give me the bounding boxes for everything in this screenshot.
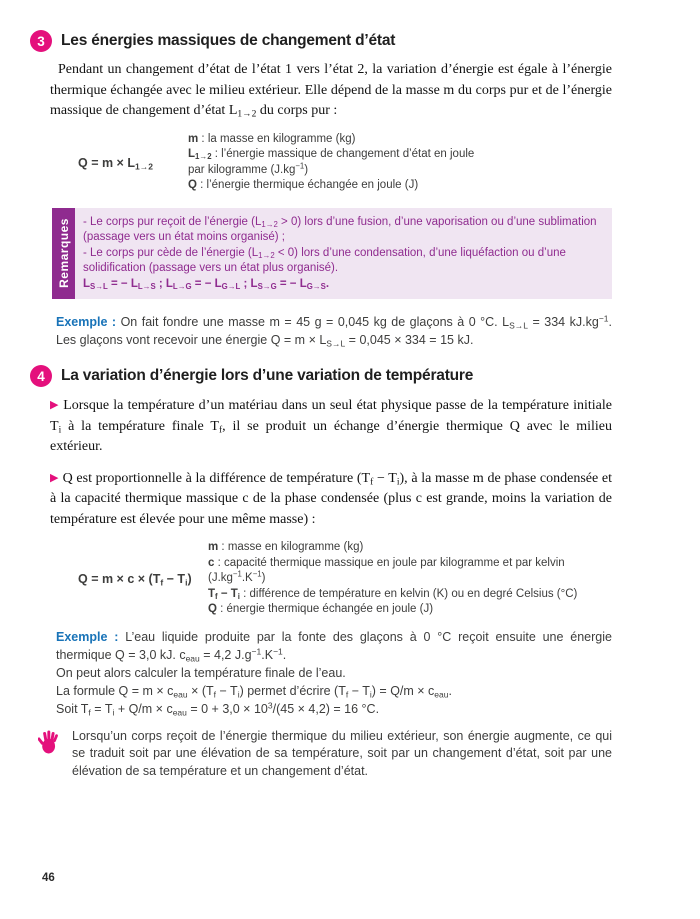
section-3-title: Les énergies massiques de changement d’état	[61, 32, 396, 49]
remarque-line: $L_{S\to L}$ = − $L_{L\to S}$ ; $L_{L\to G}$ = − $L_{G\to L}$ ; $L_{S\to G}$ = − $L_{G\to S}$.	[83, 277, 330, 291]
top-margin	[0, 0, 700, 30]
formula-2: $Q = m \times c \times (T_f - T_i)$	[78, 571, 192, 588]
page-number: 46	[42, 872, 55, 884]
exemple-2-label: Exemple :	[56, 629, 119, 644]
remarques-label: Remarques	[56, 218, 71, 289]
bullet-triangle-icon: ▶	[50, 399, 60, 411]
remarque-line: - Le corps pur reçoit de l’énergie $(L_{1\to 2} > 0)$ lors d’une fusion, d’une vaporisation ou d’une sublimation (passage vers un état moins organisé) ;	[83, 215, 597, 243]
definition-line: Q : l’énergie thermique échangée en joule (J)	[188, 179, 419, 191]
formula-2-definitions	[208, 540, 612, 618]
hand-icon	[38, 728, 60, 781]
definition-line: m : masse en kilogramme (kg)	[208, 541, 364, 553]
definition-line: par kilogramme $(J.kg^{-1})$	[188, 161, 309, 176]
exemple-2-intro	[56, 628, 612, 664]
formula-1: $Q = m \times L_{1\to 2}$	[78, 155, 153, 171]
definition-line: Q : énergie thermique échangée en joule (J)	[208, 603, 434, 615]
section-4-bullet-2-text: Q est proportionnelle à la différence de température $(T_f - T_i)$, à la masse m de phase condensée et à la capacité thermique massique c de la phase condensée (plus c est grande, moins la variation de température est élevée pour une même masse) :	[50, 470, 612, 527]
definition-line: c : capacité thermique massique en joule par kilogramme et par kelvin	[208, 556, 565, 569]
formula-block-2	[50, 540, 612, 618]
section-4-bullet-1	[50, 395, 612, 458]
remarques-box	[52, 208, 612, 300]
definition-line: $(J.kg^{-1}.K^{-1})$	[208, 569, 266, 584]
exemple-2-intro-text: L’eau liquide produite par la fonte des glaçons à 0 °C reçoit ensuite une énergie thermique Q = 3,0 kJ. $c_{eau} = 4,2$ $J.g^{-1}.K^{-1}$.	[56, 629, 612, 663]
exemple-line: Soit $T_f = T_i + Q/m \times c_{eau} = 0 + 3,0 \times 10^3/(45 \times 4,2) = 16$ °C.	[56, 699, 380, 717]
section-3-intro-paragraph: Pendant un changement d’état de l’état 1 vers l’état 2, la variation d’énergie est égale à l’énergie thermique échangée avec le milieu extérieur. Elle dépend de la masse m du corps pur et de l’énergie massique de changement d’état $L_{1\to 2}$ du corps pur :	[50, 62, 612, 120]
section-4-number-badge: 4	[30, 365, 52, 387]
definition-line: $L_{1\to 2}$ : l’énergie massique de changement d’état en joule	[188, 148, 475, 162]
exemple-line: On peut alors calculer la température finale de l’eau.	[56, 665, 346, 680]
section-3-number-badge: 3	[30, 30, 52, 52]
exemple-1	[56, 313, 612, 349]
remarques-content	[75, 208, 612, 300]
definition-line: m : la masse en kilogramme (kg)	[188, 132, 356, 145]
exemple-1-label: Exemple :	[56, 315, 117, 329]
section-3-heading	[30, 30, 612, 52]
remarques-tab	[52, 208, 75, 300]
definition-line: $T_f - T_i$ : différence de température en kelvin (K) ou en degré Celsius (°C)	[208, 587, 578, 601]
exemple-2-lines	[56, 664, 612, 718]
exemple-1-text: On fait fondre une masse m = 45 g = 0,045 kg de glaçons à 0 °C. $L_{S\to L} = 334$ $kJ.kg^{-1}$. Les glaçons vont recevoir une énergie $Q = m \times L_{S\to L} = 0,045 \times 334 = 15$ kJ.	[56, 313, 612, 349]
section-4-heading	[30, 365, 612, 387]
section-4-title: La variation d’énergie lors d’une variation de température	[61, 367, 474, 384]
section-4-bullet-1-text: Lorsque la température d’un matériau dans un seul état physique passe de la température initiale $T_i$ à la température finale $T_f$, il se produit un échange d’énergie thermique Q avec le milieu extérieur.	[50, 398, 612, 454]
formula-1-definitions	[188, 132, 612, 194]
section-4-bullet-2	[50, 468, 612, 531]
exemple-line: La formule $Q = m \times c_{eau} \times (T_f - T_i)$ permet d’écrire $(T_f - T_i) = Q/m \times c_{eau}$.	[56, 683, 452, 699]
bullet-triangle-icon: ▶	[50, 471, 59, 484]
formula-block-1	[50, 132, 612, 194]
hand-note	[38, 728, 612, 781]
hand-note-text: Lorsqu’un corps reçoit de l’énergie thermique du milieu extérieur, son énergie augmente, ce qui se traduit soit par une élévation de sa température, soit par un changement d’état, soit par une élévation de sa température et un changement d’état.	[72, 728, 612, 778]
remarque-line: - Le corps pur cède de l’énergie $(L_{1\to 2} < 0)$ lors d’une condensation, d’une liquéfaction ou d’une solidification (passage vers un état plus organisé).	[83, 246, 566, 274]
